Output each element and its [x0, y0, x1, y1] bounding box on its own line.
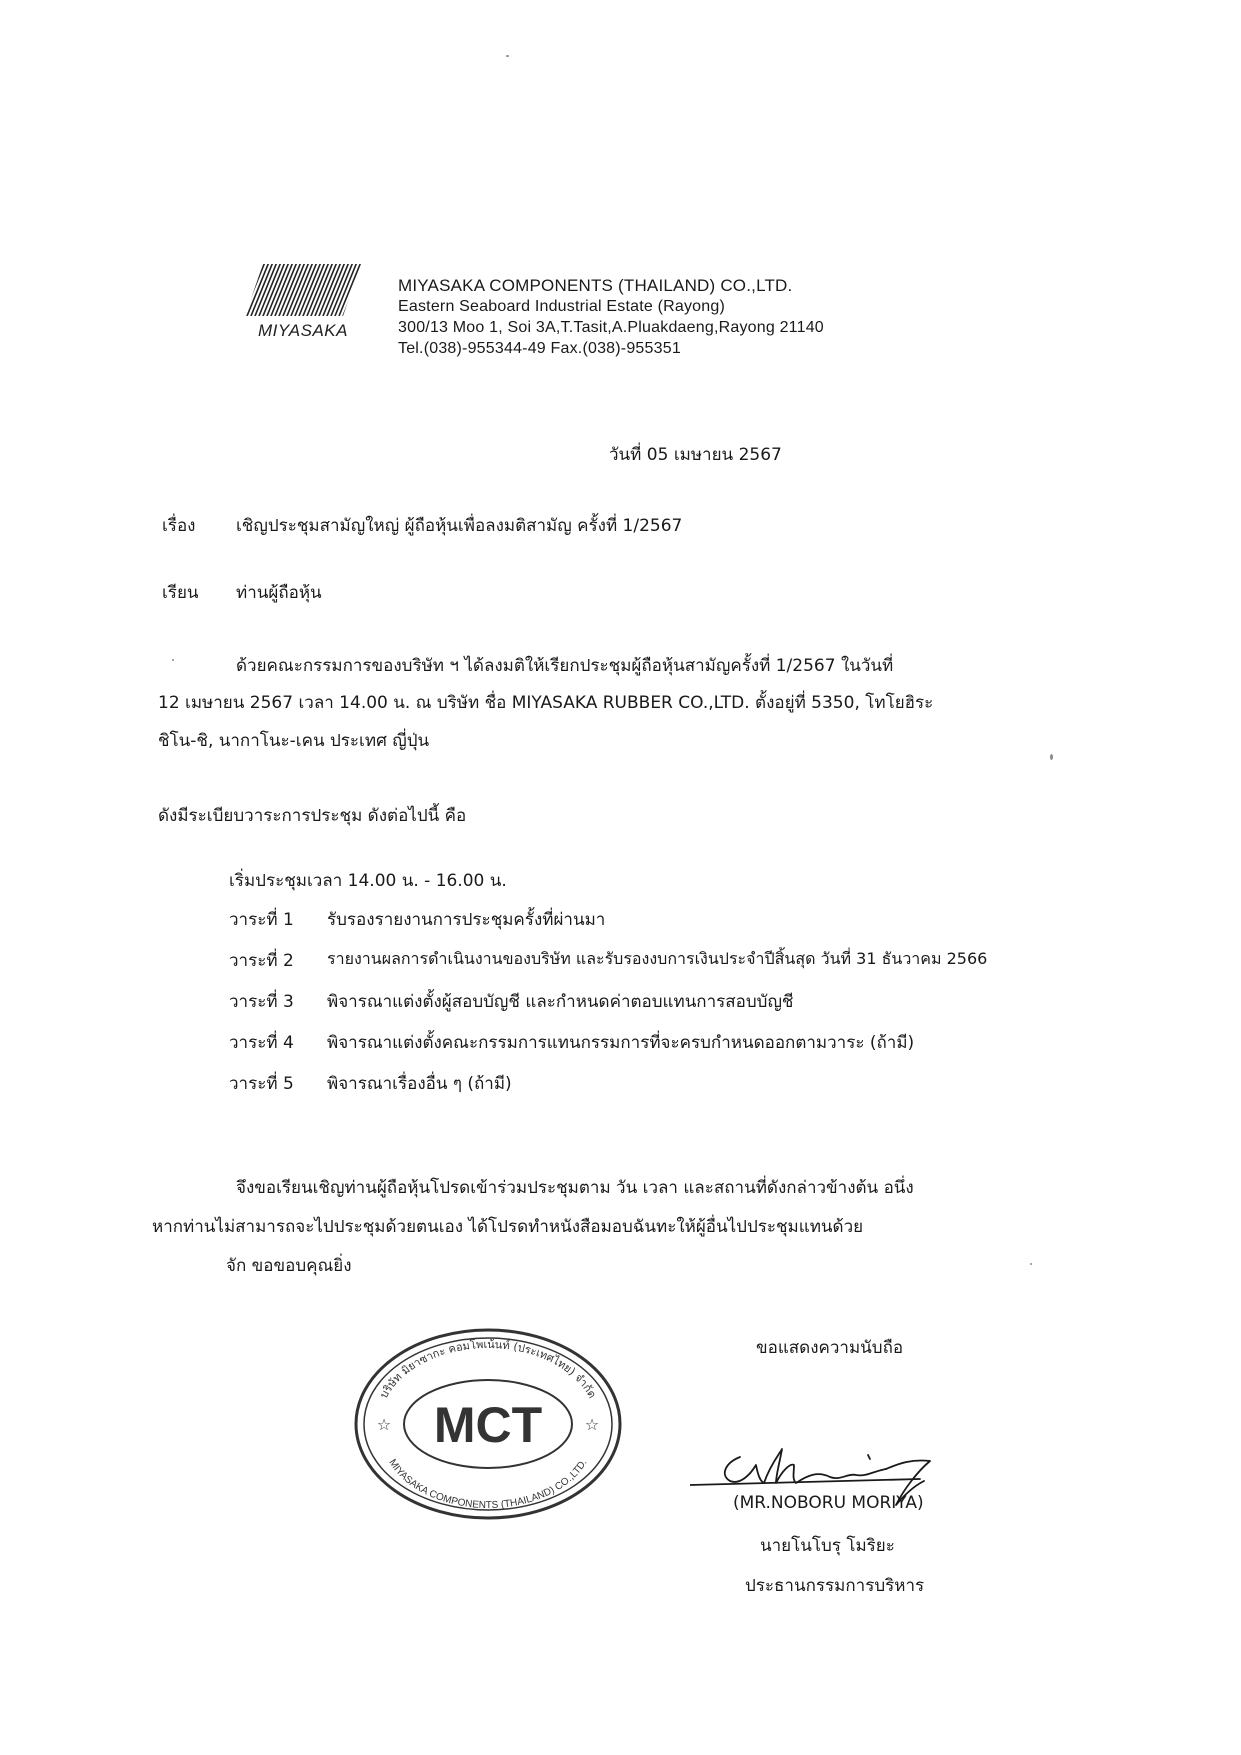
seal-star-right-icon: ☆	[584, 1415, 600, 1434]
agenda-item-3-label: วาระที่ 3	[229, 992, 294, 1012]
company-estate: Eastern Seaboard Industrial Estate (Rayong)	[398, 298, 725, 315]
scan-speck	[506, 55, 509, 57]
salutation-label: เรียน	[162, 583, 199, 603]
company-contact: Tel.(038)-955344-49 Fax.(038)-955351	[398, 340, 681, 357]
agenda-item-1-text: รับรองรายงานการประชุมครั้งที่ผ่านมา	[327, 910, 606, 930]
closing-line1: จึงขอเรียนเชิญท่านผู้ถือหุ้นโปรดเข้าร่วมประชุมตาม วัน เวลา และสถานที่ดังกล่าวข้างต้น อนึ่ง	[236, 1178, 914, 1198]
paragraph1-line1: ด้วยคณะกรรมการของบริษัท ฯ ได้ลงมติให้เรียกประชุมผู้ถือหุ้นสามัญครั้งที่ 1/2567 ในวันที่	[236, 656, 894, 676]
regards-text: ขอแสดงความนับถือ	[756, 1338, 904, 1358]
signer-name-en: (MR.NOBORU MORIYA)	[733, 1493, 924, 1513]
subject-label: เรื่อง	[162, 516, 196, 536]
seal-bottom-arc-text: MIYASAKA COMPONENTS (THAILAND) CO.,LTD.	[386, 1457, 590, 1512]
agenda-item-5-text: พิจารณาเรื่องอื่น ๆ (ถ้ามี)	[327, 1074, 512, 1094]
agenda-item-2-label: วาระที่ 2	[229, 951, 294, 971]
paragraph1-line2: 12 เมษายน 2567 เวลา 14.00 น. ณ บริษัท ชื่อ MIYASAKA RUBBER CO.,LTD. ตั้งอยู่ที่ 5350, โทโยฮิระ	[158, 693, 934, 713]
agenda-item-1-label: วาระที่ 1	[229, 910, 294, 930]
company-logo	[243, 262, 363, 344]
company-name: MIYASAKA COMPONENTS (THAILAND) CO.,LTD.	[398, 276, 793, 295]
subject-text: เชิญประชุมสามัญใหญ่ ผู้ถือหุ้นเพื่อลงมติสามัญ ครั้งที่ 1/2567	[236, 516, 683, 536]
letter-date: วันที่ 05 เมษายน 2567	[609, 445, 782, 465]
company-seal	[352, 1326, 624, 1522]
seal-top-arc-text: บริษัท มิยาซากะ คอมโพเน้นท์ (ประเทศไทย) จำกัด	[377, 1337, 599, 1401]
seal-star-left-icon: ☆	[376, 1415, 392, 1434]
scan-speck	[1030, 1263, 1032, 1265]
scan-speck	[172, 659, 174, 661]
closing-line3: จัก ขอขอบคุณยิ่ง	[226, 1256, 352, 1276]
company-address: 300/13 Moo 1, Soi 3A,T.Tasit,A.Pluakdaeng,Rayong 21140	[398, 319, 824, 336]
meeting-time: เริ่มประชุมเวลา 14.00 น. - 16.00 น.	[229, 871, 507, 891]
agenda-item-5-label: วาระที่ 5	[229, 1074, 294, 1094]
seal-center-text: MCT	[433, 1397, 543, 1453]
closing-line2: หากท่านไม่สามารถจะไปประชุมด้วยตนเอง ได้โปรดทำหนังสือมอบฉันทะให้ผู้อื่นไปประชุมแทนด้วย	[152, 1217, 864, 1237]
logo-wordmark: MIYASAKA	[258, 321, 348, 340]
agenda-item-3-text: พิจารณาแต่งตั้งผู้สอบบัญชี และกำหนดค่าตอบแทนการสอบบัญชี	[327, 992, 794, 1012]
signer-name-th: นายโนโบรุ โมริยะ	[760, 1536, 895, 1556]
paragraph1-line3: ชิโน-ชิ, นากาโนะ-เคน ประเทศ ญี่ปุ่น	[158, 731, 430, 751]
signer-title: ประธานกรรมการบริหาร	[745, 1576, 925, 1596]
agenda-item-4-label: วาระที่ 4	[229, 1033, 294, 1053]
salutation-text: ท่านผู้ถือหุ้น	[236, 583, 322, 603]
agenda-intro: ดังมีระเบียบวาระการประชุม ดังต่อไปนี้ คือ	[158, 806, 467, 826]
scan-speck	[1050, 754, 1053, 760]
agenda-item-2-text: รายงานผลการดำเนินงานของบริษัท และรับรองงบการเงินประจำปีสิ้นสุด วันที่ 31 ธันวาคม 2566	[327, 949, 988, 968]
agenda-item-4-text: พิจารณาแต่งตั้งคณะกรรมการแทนกรรมการที่จะครบกำหนดออกตามวาระ (ถ้ามี)	[327, 1033, 915, 1053]
